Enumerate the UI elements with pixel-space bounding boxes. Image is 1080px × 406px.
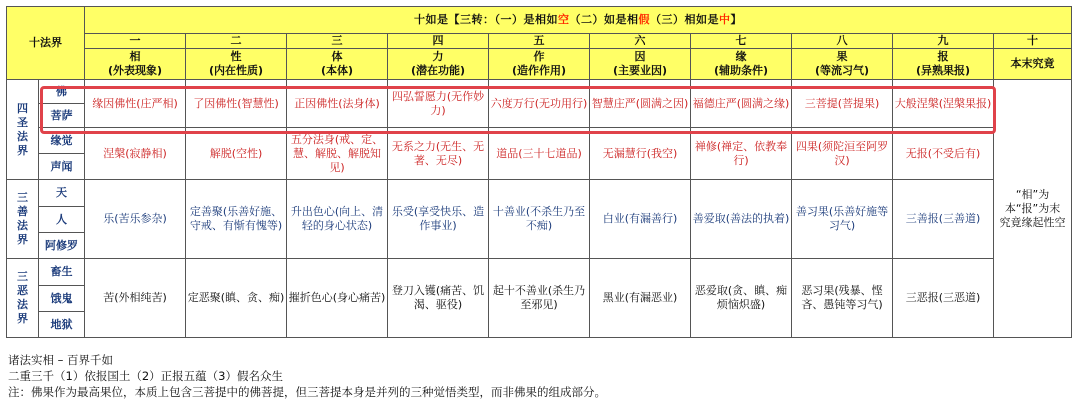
cell-buddha-7: 福德庄严(圆满之缘) bbox=[691, 80, 792, 128]
cell-evil-9: 三恶报(三恶道) bbox=[893, 259, 994, 338]
cell-evil-1: 苦(外相纯苦) bbox=[85, 259, 186, 338]
sub-heaven: 天 bbox=[39, 180, 85, 207]
note-line-3: 注：佛果作为最高果位，本质上包含三菩提中的佛菩提，但三菩提本身是并列的三种觉悟类型，而非佛果的组成部分。 bbox=[8, 385, 606, 399]
col-header-1: 相 (外表现象) bbox=[85, 49, 186, 80]
col-num-2: 二 bbox=[186, 34, 287, 49]
cell-buddha-8: 三菩提(菩提果) bbox=[792, 80, 893, 128]
sub-buddha: 佛 bbox=[39, 80, 85, 104]
col-header-5: 作 (造作作用) bbox=[489, 49, 590, 80]
col-num-6: 六 bbox=[590, 34, 691, 49]
note-line-1: 诸法实相 – 百界千如 bbox=[8, 353, 114, 367]
ten-suchness-table bbox=[6, 6, 1072, 338]
cell-good-1: 乐(苦乐参杂) bbox=[85, 180, 186, 259]
table-title: 十如是【三转：（一）是相如空（二）如是相假（三）相如是中】 bbox=[85, 7, 1072, 34]
cell-pratyeka-8: 四果(须陀洹至阿罗汉) bbox=[792, 128, 893, 180]
col-header-6: 因 (主要业因) bbox=[590, 49, 691, 80]
col-num-5: 五 bbox=[489, 34, 590, 49]
cell-good-5: 十善业(不杀生乃至不痴) bbox=[489, 180, 590, 259]
group-four-sages: 四圣法界 bbox=[7, 80, 39, 180]
col-header-4: 力 (潜在功能) bbox=[388, 49, 489, 80]
cell-pratyeka-6: 无漏慧行(我空) bbox=[590, 128, 691, 180]
col-header-7: 缘 (辅助条件) bbox=[691, 49, 792, 80]
sub-animal: 畜生 bbox=[39, 259, 85, 286]
cell-pratyeka-5: 道品(三十七道品) bbox=[489, 128, 590, 180]
cell-ultimate: “相”为本“报”为末究竟缘起性空 bbox=[994, 80, 1072, 338]
cell-good-3: 升出色心(向上、清轻的身心状态) bbox=[287, 180, 388, 259]
cell-buddha-6: 智慧庄严(圆满之因) bbox=[590, 80, 691, 128]
col-num-9: 九 bbox=[893, 34, 994, 49]
sub-bodhisattva: 菩萨 bbox=[39, 104, 85, 128]
cell-good-7: 善爱取(善法的执着) bbox=[691, 180, 792, 259]
group-three-evil: 三恶法界 bbox=[7, 259, 39, 338]
sub-asura: 阿修罗 bbox=[39, 233, 85, 259]
ten-suchness-table-wrapper bbox=[6, 6, 1072, 338]
cell-evil-6: 黑业(有漏恶业) bbox=[590, 259, 691, 338]
cell-evil-8: 恶习果(残暴、悭吝、愚钝等习气) bbox=[792, 259, 893, 338]
cell-evil-4: 登刀入镬(痛苦、饥渴、驱役) bbox=[388, 259, 489, 338]
col-header-8: 果 (等流习气) bbox=[792, 49, 893, 80]
cell-buddha-2: 了因佛性(智慧性) bbox=[186, 80, 287, 128]
cell-buddha-4: 四弘誓愿力(无作妙力) bbox=[388, 80, 489, 128]
cell-good-6: 白业(有漏善行) bbox=[590, 180, 691, 259]
col-num-4: 四 bbox=[388, 34, 489, 49]
group-three-good: 三善法界 bbox=[7, 180, 39, 259]
col-header-3: 体 (本体) bbox=[287, 49, 388, 80]
cell-buddha-1: 缘因佛性(庄严相) bbox=[85, 80, 186, 128]
cell-buddha-3: 正因佛性(法身体) bbox=[287, 80, 388, 128]
cell-pratyeka-7: 禅修(禅定、依教奉行) bbox=[691, 128, 792, 180]
cell-evil-5: 起十不善业(杀生乃至邪见) bbox=[489, 259, 590, 338]
col-header-2: 性 (内在性质) bbox=[186, 49, 287, 80]
cell-evil-2: 定恶聚(瞋、贪、痴) bbox=[186, 259, 287, 338]
sub-pratyekabuddha: 缘觉 bbox=[39, 128, 85, 154]
cell-good-2: 定善聚(乐善好施、守戒、有惭有愧等) bbox=[186, 180, 287, 259]
corner-label: 十法界 bbox=[7, 7, 85, 80]
cell-evil-3: 摧折色心(身心痛苦) bbox=[287, 259, 388, 338]
col-num-3: 三 bbox=[287, 34, 388, 49]
footnotes bbox=[8, 352, 606, 400]
cell-good-9: 三善报(三善道) bbox=[893, 180, 994, 259]
cell-pratyeka-4: 无系之力(无生、无著、无尽) bbox=[388, 128, 489, 180]
sub-hungry-ghost: 饿鬼 bbox=[39, 286, 85, 312]
col-num-1: 一 bbox=[85, 34, 186, 49]
sub-sravaka: 声闻 bbox=[39, 154, 85, 180]
col-num-10: 十 bbox=[994, 34, 1072, 49]
sub-human: 人 bbox=[39, 207, 85, 233]
cell-pratyeka-1: 涅槃(寂静相) bbox=[85, 128, 186, 180]
col-header-9: 报 (异熟果报) bbox=[893, 49, 994, 80]
cell-good-4: 乐受(享受快乐、造作事业) bbox=[388, 180, 489, 259]
col-header-10: 本末究竟 bbox=[994, 49, 1072, 80]
note-line-2: 二重三千（1）依报国土（2）正报五蕴（3）假名众生 bbox=[8, 369, 283, 383]
sub-hell: 地狱 bbox=[39, 312, 85, 338]
cell-evil-7: 恶爱取(贪、瞋、痴烦恼炽盛) bbox=[691, 259, 792, 338]
cell-pratyeka-9: 无报(不受后有) bbox=[893, 128, 994, 180]
col-num-8: 八 bbox=[792, 34, 893, 49]
cell-buddha-9: 大般涅槃(涅槃果报) bbox=[893, 80, 994, 128]
col-num-7: 七 bbox=[691, 34, 792, 49]
cell-good-8: 善习果(乐善好施等习气) bbox=[792, 180, 893, 259]
cell-buddha-5: 六度万行(无功用行) bbox=[489, 80, 590, 128]
cell-pratyeka-2: 解脱(空性) bbox=[186, 128, 287, 180]
cell-pratyeka-3: 五分法身(戒、定、慧、解脱、解脱知见) bbox=[287, 128, 388, 180]
